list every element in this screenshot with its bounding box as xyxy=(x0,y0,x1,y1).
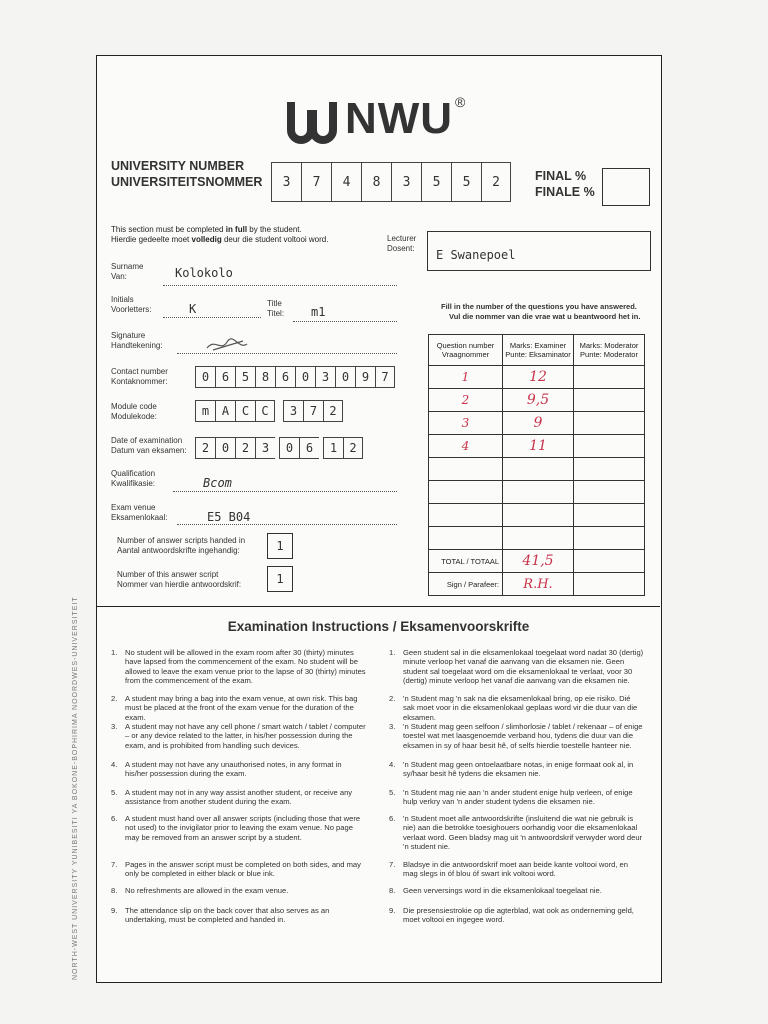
contact-digit-cell: 7 xyxy=(375,366,395,388)
module-label: Module code Modulekode: xyxy=(111,402,157,421)
contact-digit-cell: 0 xyxy=(335,366,355,388)
section-divider xyxy=(97,606,660,607)
contact-digit-cell: 6 xyxy=(215,366,235,388)
univ-digit-cell: 5 xyxy=(421,162,451,202)
instruction-en-7: 7. Pages in the answer script must be completed on both sides, and may only be completed in either black or blue ink. xyxy=(111,860,361,879)
surname-value: Kolokolo xyxy=(175,266,233,280)
signature-scribble-icon xyxy=(205,336,249,354)
contact-label: Contact number Kontaknommer: xyxy=(111,367,168,386)
date-digit-cell: 0 xyxy=(215,437,235,459)
instruction-en-6: 6. A student must hand over all answer scripts (including those that were not used) to the invigilator prior to leaving the exam venue. No page may be removed from an answer script by a student. xyxy=(111,814,361,842)
contact-boxes xyxy=(195,366,395,388)
univ-digit-cell: 8 xyxy=(361,162,391,202)
final-percent-box xyxy=(602,168,650,206)
lecturer-field: E Swanepoel xyxy=(427,231,651,271)
table-row: 4 11 xyxy=(429,435,645,458)
instructions-en-column xyxy=(111,648,379,968)
col-examiner-header: Marks: Examiner Punte: Eksaminator xyxy=(503,335,574,366)
instructions-heading: Examination Instructions / Eksamenvoorskrifte xyxy=(227,619,530,634)
instruction-en-5: 5. A student may not in any way assist another student, or receive any assistance from another student during the exam. xyxy=(111,788,353,807)
margin-side-text: NORTH-WEST UNIVERSITY YUNIBESITI YA BOKONE-BOPHIRIMA NOORDWES-UNIVERSITEIT xyxy=(72,596,79,980)
instruction-en-9: 9. The attendance slip on the back cover that also serves as an undertaking, must be completed and handed in. xyxy=(111,906,330,925)
table-row xyxy=(429,481,645,504)
table-row xyxy=(429,527,645,550)
module-letter-cell: C xyxy=(235,400,255,422)
date-digit-cell: 6 xyxy=(299,437,319,459)
scripts-label: Number of answer scripts handed in Aantal antwoordskrifte ingehandig: xyxy=(117,536,246,555)
marks-instruction: Fill in the number of the questions you have answered. Vul die nommer van die vrae wat u beantwoord het in. xyxy=(441,302,641,321)
instruction-en-2: 2. A student may bring a bag into the exam venue, at own risk. This bag must be placed at the front of the exam venue for the duration of the exam. xyxy=(111,694,358,722)
scripts-box: 1 xyxy=(267,533,293,559)
col-moderator-header: Marks: Moderator Punte: Moderator xyxy=(574,335,645,366)
contact-digit-cell: 5 xyxy=(235,366,255,388)
date-digit-cell: 1 xyxy=(323,437,343,459)
contact-digit-cell: 0 xyxy=(195,366,215,388)
total-row: TOTAL / TOTAAL 41,5 xyxy=(429,550,645,573)
logo-text: NWU xyxy=(345,94,454,143)
contact-digit-cell: 9 xyxy=(355,366,375,388)
module-digit-boxes xyxy=(283,400,343,422)
module-letter-boxes xyxy=(195,400,275,422)
module-letter-cell: A xyxy=(215,400,235,422)
contact-digit-cell: 0 xyxy=(295,366,315,388)
module-digit-cell: 7 xyxy=(303,400,323,422)
date-digit-cell: 2 xyxy=(195,437,215,459)
instruction-af-7: 7. Bladsye in die antwoordskrif moet aan beide kante voltooi word, en mag slegs in óf blou óf swart ink voltooi word. xyxy=(389,860,628,879)
nwu-emblem-icon xyxy=(285,92,339,146)
initials-label: Initials Voorletters: xyxy=(111,295,152,314)
univ-digit-cell: 3 xyxy=(391,162,421,202)
title-label: Title Titel: xyxy=(267,299,285,318)
col-question-header: Question number Vraagnommer xyxy=(429,335,503,366)
univ-digit-cell: 4 xyxy=(331,162,361,202)
module-digit-cell: 2 xyxy=(323,400,343,422)
date-label: Date of examination Datum van eksamen: xyxy=(111,436,187,455)
venue-value: E5 B04 xyxy=(207,510,251,524)
univ-digit-cell: 5 xyxy=(451,162,481,202)
table-row: 3 9 xyxy=(429,412,645,435)
module-letter-cell: C xyxy=(255,400,275,422)
instruction-af-3: 3. 'n Student mag geen selfoon / slimhorlosie / tablet / rekenaar – of enige toestel wat met laasgenoemde verband hou, tydens die duur van die eksamen in sy of haar besit hê, of selfs hierdie toestelle hanteer nie. xyxy=(389,722,643,750)
initials-value: K xyxy=(189,302,197,316)
instruction-af-5: 5. 'n Student mag nie aan 'n ander student enige hulp verleen, of enige hulp verkry van 'n ander student tydens die eksamen nie. xyxy=(389,788,633,807)
script-no-label: Number of this answer script Nommer van hierdie antwoordskrif: xyxy=(117,570,242,589)
surname-label: Surname Van: xyxy=(111,262,144,281)
contact-digit-cell: 6 xyxy=(275,366,295,388)
table-row xyxy=(429,458,645,481)
module-digit-cell: 3 xyxy=(283,400,303,422)
univ-digit-cell: 3 xyxy=(271,162,301,202)
title-line xyxy=(293,320,397,322)
registered-mark: ® xyxy=(455,94,466,110)
contact-digit-cell: 3 xyxy=(315,366,335,388)
instruction-en-4: 4. A student may not have any unauthorised notes, in any format in his/her possession during the exam. xyxy=(111,760,342,779)
univ-number-boxes xyxy=(271,162,511,202)
date-boxes xyxy=(195,437,363,459)
script-no-box: 1 xyxy=(267,566,293,592)
instruction-en-8: 8. No refreshments are allowed in the exam venue. xyxy=(111,886,289,895)
initials-line xyxy=(163,316,261,318)
date-digit-cell: 2 xyxy=(343,437,363,459)
table-row: 1 12 xyxy=(429,366,645,389)
surname-line xyxy=(163,284,397,286)
qualification-label: Qualification Kwalifikasie: xyxy=(111,469,156,488)
table-row xyxy=(429,504,645,527)
instruction-en-3: 3. A student may not have any cell phone / smart watch / tablet / computer – or any device related to the latter, in his/her possession during the exam, and is prohibited from handling such devices. xyxy=(111,722,366,750)
date-digit-cell: 0 xyxy=(279,437,299,459)
instructions-af-column xyxy=(389,648,657,968)
table-row: 2 9,5 xyxy=(429,389,645,412)
instruction-en-1: 1. No student will be allowed in the exam room after 30 (thirty) minutes have lapsed from the commencement of the exam. No student will be allowed to leave the exam venue prior to the lapse of 30 (thirty) minutes from the commencement of the exam. xyxy=(111,648,366,686)
sign-row: Sign / Parafeer: R.H. xyxy=(429,573,645,596)
date-digit-cell: 2 xyxy=(235,437,255,459)
exam-cover-page xyxy=(96,55,662,983)
date-digit-cell: 3 xyxy=(255,437,275,459)
lecturer-label: Lecturer Dosent: xyxy=(387,234,417,253)
section-intro: This section must be completed in full by the student. Hierdie gedeelte moet volledig deur die student voltooi word. xyxy=(111,225,329,244)
univ-digit-cell: 7 xyxy=(301,162,331,202)
instruction-af-6: 6. 'n Student moet alle antwoordskrifte (insluitend die wat nie gebruik is nie) aan die betrokke toesighouers oorhandig voor die eksamenlokaal verlaat word. Geen bladsy mag uit 'n antwoordskrif verwyder word deur 'n student nie. xyxy=(389,814,643,852)
qualification-line xyxy=(173,490,397,492)
instruction-af-1: 1. Geen student sal in die eksamenlokaal toegelaat word nadat 30 (dertig) minute verloop het vanaf die aanvang van die eksamen nie. Geen student sal toegelaat word om die eksamenlokaal te verlaat, voor 30 (dertig) minute verloop het vanaf die aanvang van die eksamen nie. xyxy=(389,648,644,686)
nwu-logo xyxy=(285,88,485,148)
univ-number-label: UNIVERSITY NUMBER UNIVERSITEITSNOMMER xyxy=(111,159,263,189)
title-value: m1 xyxy=(311,305,326,319)
instruction-af-2: 2. 'n Student mag 'n sak na die eksamenlokaal bring, op eie risiko. Dié sak moet voor in die eksamenlokaal geplaas word vir die duur van die eksamen. xyxy=(389,694,638,722)
instruction-af-9: 9. Die presensiestrokie op die agterblad, wat ook as onderneming geld, moet voltooi en ingegee word. xyxy=(389,906,634,925)
instruction-af-4: 4. 'n Student mag geen ontoelaatbare notas, in enige formaat ook al, in sy/haar besit hê tydens die eksamen nie. xyxy=(389,760,634,779)
marks-table xyxy=(428,334,645,596)
final-label: FINAL % FINALE % xyxy=(535,169,595,199)
marks-header-row xyxy=(429,335,645,366)
module-letter-cell: m xyxy=(195,400,215,422)
signature-label: Signature Handtekening: xyxy=(111,331,163,350)
qualification-value: Bcom xyxy=(203,476,232,490)
contact-digit-cell: 8 xyxy=(255,366,275,388)
instruction-af-8: 8. Geen verversings word in die eksamenlokaal toegelaat nie. xyxy=(389,886,602,895)
univ-digit-cell: 2 xyxy=(481,162,511,202)
venue-label: Exam venue Eksamenlokaal: xyxy=(111,503,168,522)
